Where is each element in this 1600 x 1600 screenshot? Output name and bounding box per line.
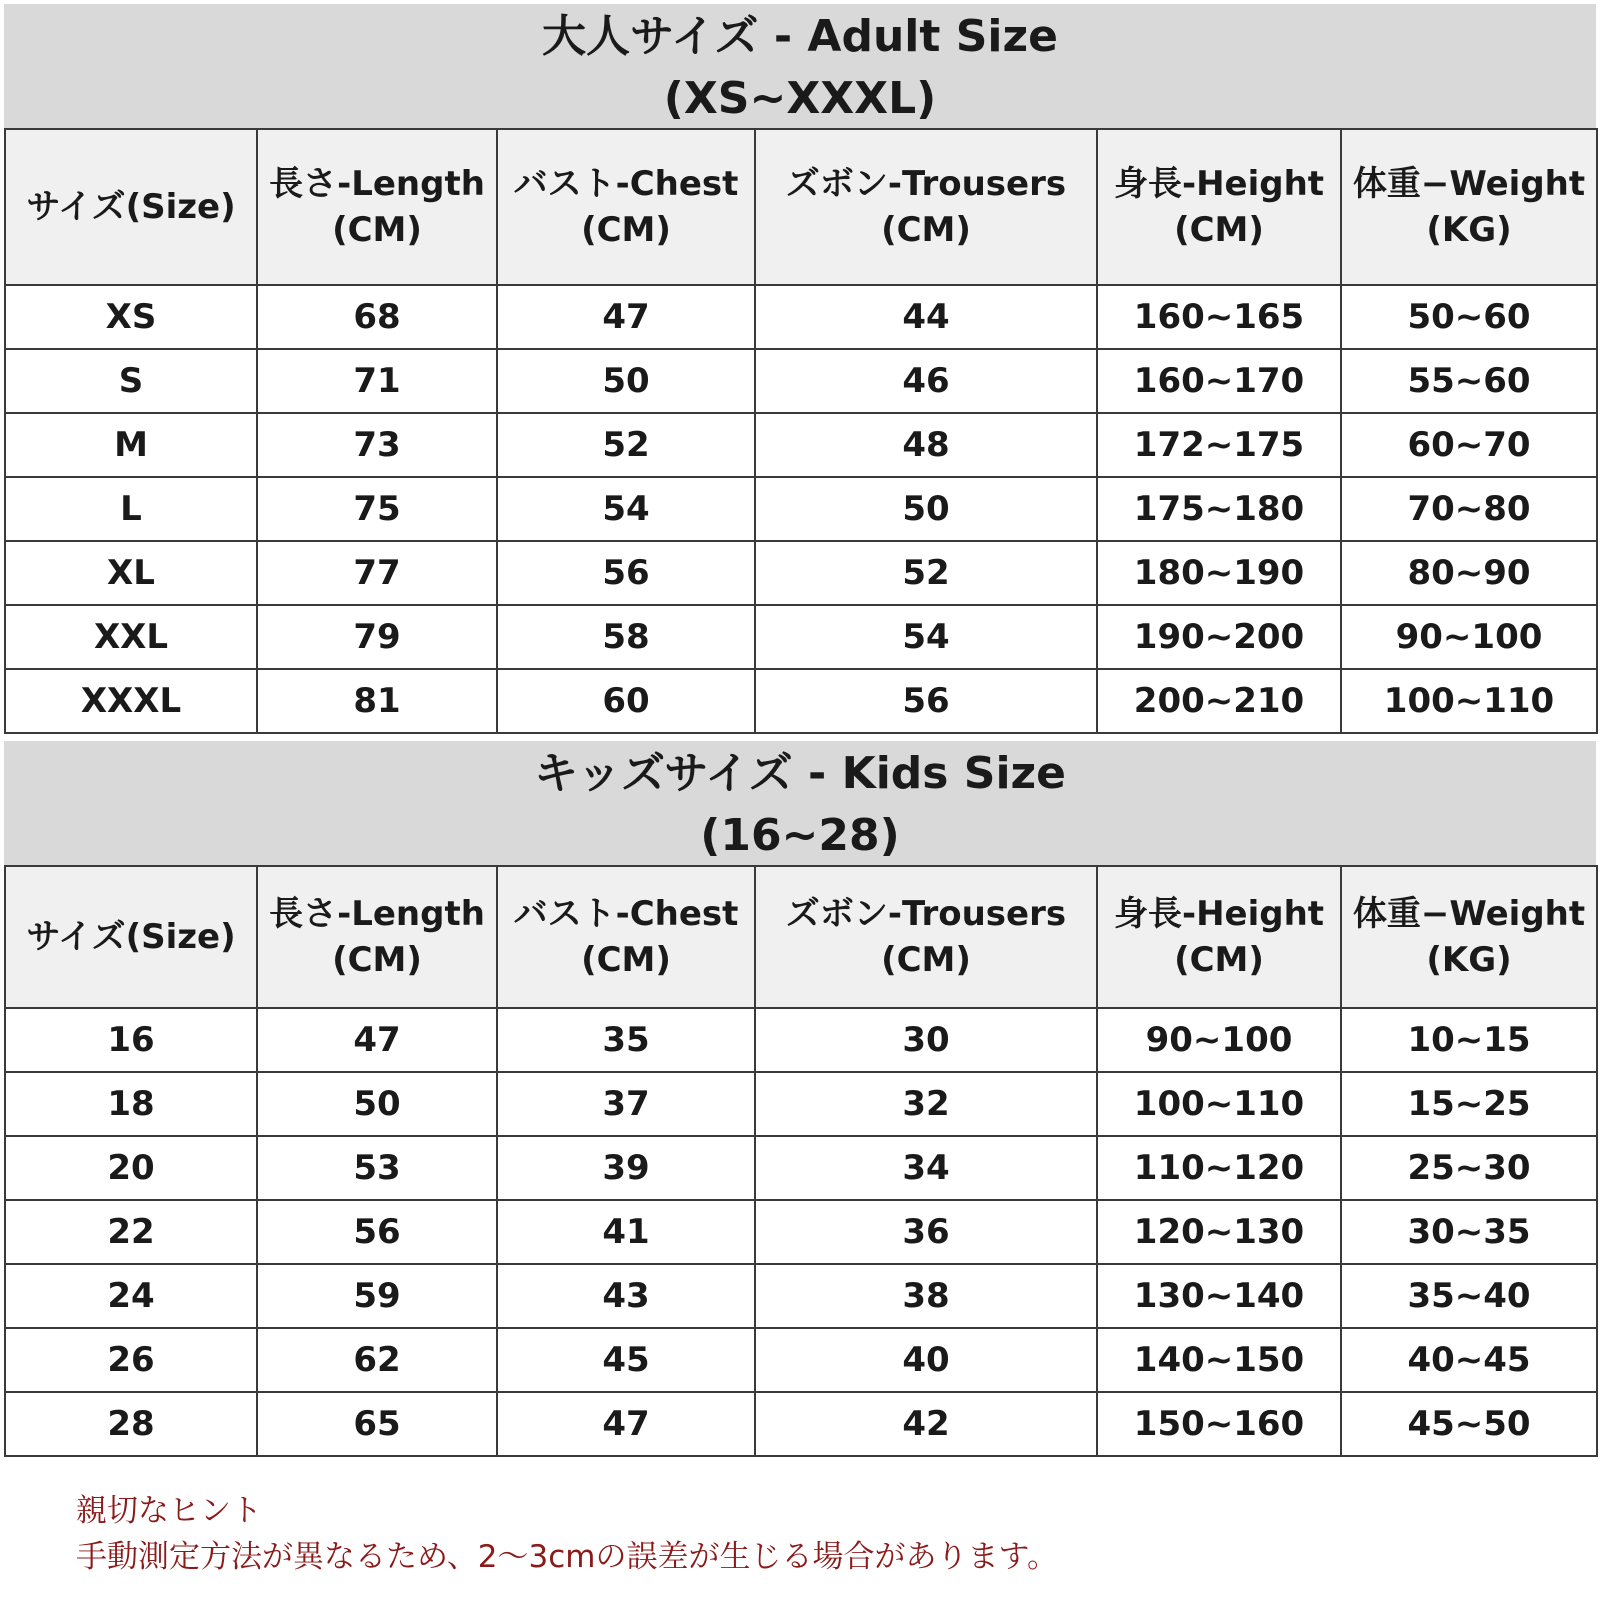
table-cell: 40 [755, 1328, 1097, 1392]
table-cell: 50 [257, 1072, 497, 1136]
column-header-label: 身長-Height [1113, 894, 1325, 934]
table-cell: 46 [755, 349, 1097, 413]
table-cell: 47 [497, 1392, 755, 1456]
table-cell: 25~30 [1341, 1136, 1597, 1200]
table-cell: 20 [5, 1136, 257, 1200]
table-cell: 34 [755, 1136, 1097, 1200]
kids-size-title [4, 741, 1596, 865]
table-cell: 100~110 [1097, 1072, 1341, 1136]
table-cell: 81 [257, 669, 497, 733]
note-heading: 親切なヒント [76, 1493, 262, 1529]
column-header [5, 129, 257, 285]
table-cell: XXL [5, 605, 257, 669]
table-cell: 37 [497, 1072, 755, 1136]
table-cell: 58 [497, 605, 755, 669]
table-cell: 53 [257, 1136, 497, 1200]
column-header-label: ズボン-Trousers [785, 164, 1067, 204]
column-header-unit: (CM) [1174, 210, 1264, 250]
table-row [5, 1136, 1597, 1200]
column-header [755, 866, 1097, 1008]
table-row [5, 1392, 1597, 1456]
table-cell: 65 [257, 1392, 497, 1456]
table-cell: 52 [755, 541, 1097, 605]
column-header-unit: (CM) [332, 210, 422, 250]
adult-table-body [5, 285, 1597, 733]
table-cell: 45~50 [1341, 1392, 1597, 1456]
kids-subtitle-text: (16~28) [700, 810, 900, 861]
column-header-unit: (KG) [1426, 940, 1512, 980]
table-cell: 60 [497, 669, 755, 733]
table-cell: 70~80 [1341, 477, 1597, 541]
table-cell: 160~165 [1097, 285, 1341, 349]
column-header [1097, 129, 1341, 285]
table-cell: 200~210 [1097, 669, 1341, 733]
column-header-label: バスト-Chest [513, 894, 739, 934]
table-cell: 43 [497, 1264, 755, 1328]
table-cell: 71 [257, 349, 497, 413]
table-cell: XL [5, 541, 257, 605]
table-cell: 16 [5, 1008, 257, 1072]
table-cell: 36 [755, 1200, 1097, 1264]
table-cell: 41 [497, 1200, 755, 1264]
table-cell: 35~40 [1341, 1264, 1597, 1328]
table-cell: 180~190 [1097, 541, 1341, 605]
table-cell: 52 [497, 413, 755, 477]
table-cell: 79 [257, 605, 497, 669]
column-header [497, 866, 755, 1008]
column-header-unit: (KG) [1426, 210, 1512, 250]
table-cell: 68 [257, 285, 497, 349]
table-row [5, 669, 1597, 733]
column-header [1097, 866, 1341, 1008]
table-cell: 50 [755, 477, 1097, 541]
table-cell: 130~140 [1097, 1264, 1341, 1328]
table-cell: 140~150 [1097, 1328, 1341, 1392]
table-cell: 175~180 [1097, 477, 1341, 541]
table-cell: 120~130 [1097, 1200, 1341, 1264]
column-header-unit: (CM) [1174, 940, 1264, 980]
adult-size-table [4, 128, 1598, 734]
table-cell: 55~60 [1341, 349, 1597, 413]
table-cell: 56 [755, 669, 1097, 733]
table-cell: 54 [755, 605, 1097, 669]
table-row [5, 413, 1597, 477]
table-cell: 160~170 [1097, 349, 1341, 413]
table-cell: 35 [497, 1008, 755, 1072]
table-cell: 100~110 [1341, 669, 1597, 733]
table-cell: 50~60 [1341, 285, 1597, 349]
kids-size-table [4, 865, 1598, 1457]
table-cell: 48 [755, 413, 1097, 477]
table-cell: 190~200 [1097, 605, 1341, 669]
table-row [5, 1072, 1597, 1136]
column-header-unit: (CM) [332, 940, 422, 980]
table-cell: M [5, 413, 257, 477]
column-header-label: 体重−Weight [1352, 164, 1586, 204]
table-cell: 54 [497, 477, 755, 541]
table-cell: 26 [5, 1328, 257, 1392]
table-row [5, 285, 1597, 349]
column-header-label: サイズ(Size) [26, 187, 236, 227]
table-cell: 150~160 [1097, 1392, 1341, 1456]
column-header-unit: (CM) [881, 210, 971, 250]
table-cell: 39 [497, 1136, 755, 1200]
table-cell: 47 [497, 285, 755, 349]
table-row [5, 605, 1597, 669]
table-cell: 45 [497, 1328, 755, 1392]
table-cell: 56 [497, 541, 755, 605]
column-header-label: バスト-Chest [513, 164, 739, 204]
adult-subtitle-text: (XS~XXXL) [663, 73, 937, 124]
column-header [257, 866, 497, 1008]
table-cell: 90~100 [1341, 605, 1597, 669]
table-cell: 47 [257, 1008, 497, 1072]
table-cell: 110~120 [1097, 1136, 1341, 1200]
table-row [5, 1008, 1597, 1072]
table-cell: XS [5, 285, 257, 349]
column-header [497, 129, 755, 285]
table-cell: 77 [257, 541, 497, 605]
column-header-unit: (CM) [881, 940, 971, 980]
table-cell: 59 [257, 1264, 497, 1328]
table-cell: 32 [755, 1072, 1097, 1136]
table-row [5, 349, 1597, 413]
table-row [5, 1328, 1597, 1392]
table-cell: 15~25 [1341, 1072, 1597, 1136]
column-header-label: 身長-Height [1113, 164, 1325, 204]
note-text: 手動測定方法が異なるため、2～3cmの誤差が生じる場合があります。 [76, 1539, 1058, 1575]
kids-table-body [5, 1008, 1597, 1456]
column-header [1341, 866, 1597, 1008]
column-header-label: 長さ-Length [269, 894, 485, 934]
table-cell: XXXL [5, 669, 257, 733]
table-row [5, 477, 1597, 541]
column-header-label: ズボン-Trousers [785, 894, 1067, 934]
table-cell: 24 [5, 1264, 257, 1328]
table-cell: 80~90 [1341, 541, 1597, 605]
table-row [5, 1264, 1597, 1328]
column-header-label: サイズ(Size) [26, 917, 236, 957]
column-header [5, 866, 257, 1008]
column-header [257, 129, 497, 285]
table-cell: 62 [257, 1328, 497, 1392]
table-cell: L [5, 477, 257, 541]
table-cell: 30 [755, 1008, 1097, 1072]
table-cell: 75 [257, 477, 497, 541]
adult-title-text: 大人サイズ - Adult Size [542, 11, 1058, 62]
table-cell: 28 [5, 1392, 257, 1456]
table-cell: S [5, 349, 257, 413]
measurement-note [76, 1488, 1058, 1580]
table-cell: 38 [755, 1264, 1097, 1328]
kids-header-row [5, 866, 1597, 1008]
column-header-unit: (CM) [581, 210, 671, 250]
table-cell: 90~100 [1097, 1008, 1341, 1072]
table-cell: 40~45 [1341, 1328, 1597, 1392]
table-row [5, 1200, 1597, 1264]
table-cell: 42 [755, 1392, 1097, 1456]
table-cell: 172~175 [1097, 413, 1341, 477]
kids-title-text: キッズサイズ - Kids Size [533, 748, 1067, 799]
table-cell: 30~35 [1341, 1200, 1597, 1264]
table-cell: 50 [497, 349, 755, 413]
column-header-label: 体重−Weight [1352, 894, 1586, 934]
column-header [1341, 129, 1597, 285]
table-cell: 18 [5, 1072, 257, 1136]
table-cell: 73 [257, 413, 497, 477]
table-cell: 10~15 [1341, 1008, 1597, 1072]
table-cell: 22 [5, 1200, 257, 1264]
column-header-unit: (CM) [581, 940, 671, 980]
table-cell: 44 [755, 285, 1097, 349]
adult-size-title [4, 4, 1596, 128]
table-cell: 60~70 [1341, 413, 1597, 477]
column-header-label: 長さ-Length [269, 164, 485, 204]
table-row [5, 541, 1597, 605]
column-header [755, 129, 1097, 285]
table-cell: 56 [257, 1200, 497, 1264]
adult-header-row [5, 129, 1597, 285]
